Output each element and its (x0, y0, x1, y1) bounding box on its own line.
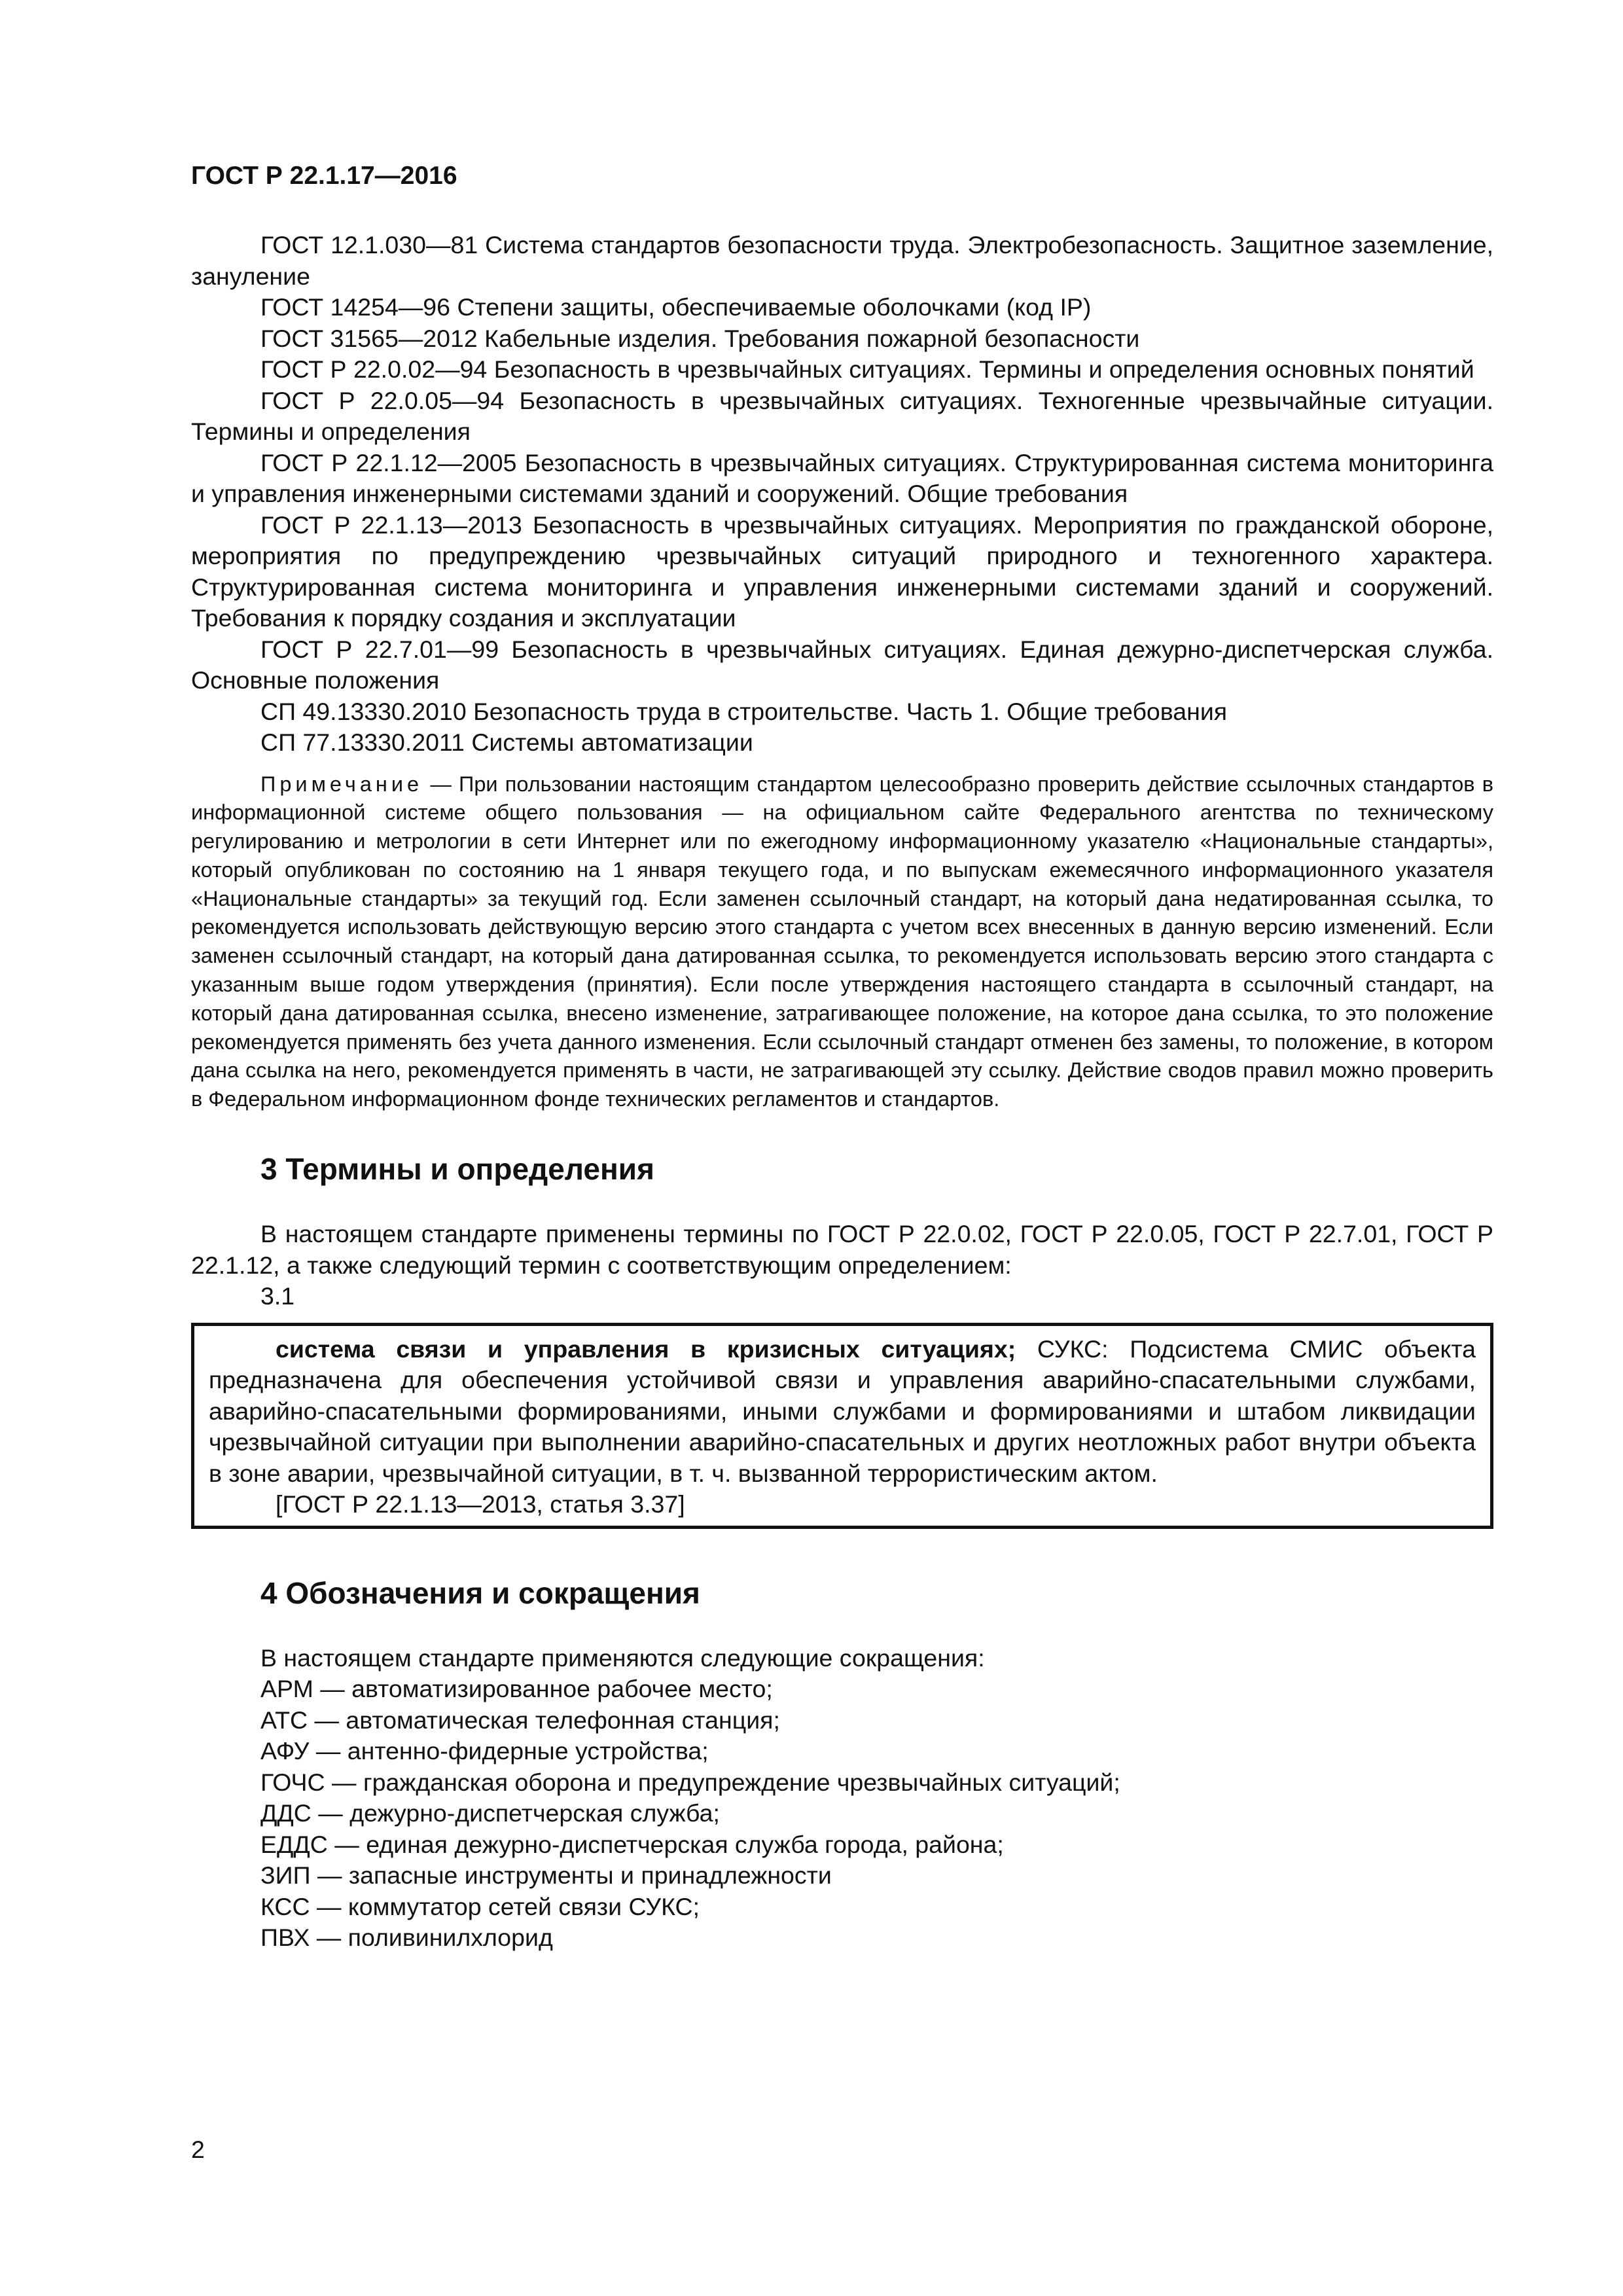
section-3-intro: В настоящем стандарте применены термины по ГОСТ Р 22.0.02, ГОСТ Р 22.0.05, ГОСТ Р 22.7.01, ГОСТ Р 22.1.12, а также следующий термин с соответствующим определением: (191, 1220, 1493, 1279)
abbreviation-item: ДДС — дежурно-диспетчерская служба; (260, 1799, 720, 1827)
reference-item: СП 77.13330.2011 Системы автоматизации (260, 728, 753, 756)
reference-item: ГОСТ Р 22.0.02—94 Безопасность в чрезвычайных ситуациях. Термины и определения основных понятий (260, 355, 1474, 383)
term-number: 3.1 (260, 1282, 295, 1310)
reference-item: ГОСТ 14254—96 Степени защиты, обеспечиваемые оболочками (код IP) (260, 293, 1092, 321)
abbreviations-list (191, 1643, 1493, 1954)
section-4-title: 4 Обозначения и сокращения (260, 1575, 700, 1610)
section-3-title: 3 Термины и определения (260, 1152, 654, 1187)
abbreviation-item: ЕДДС — единая дежурно-диспетчерская служба города, района; (260, 1830, 1004, 1858)
note-label: Примечание (260, 772, 423, 796)
note-text: — При пользовании настоящим стандартом целесообразно проверить действие ссылочных стандартов в информационной системе общего пользования — на официальном сайте Федерального агентства по техническому регулированию и метрологии в сети Интернет или по ежегодному информационному указателю «Национальные стандарты», который опубликован по состоянию на 1 января текущего года, и по выпускам ежемесячного информационного указателя «Национальные стандарты» за текущий год. Если заменен ссылочный стандарт, на который дана недатированная ссылка, то рекомендуется использовать действующую версию этого стандарта с учетом всех внесенных в данную версию изменений. Если заменен ссылочный стандарт, на который дана датированная ссылка, то рекомендуется использовать версию этого стандарта с указанным выше годом утверждения (принятия). Если после утверждения настоящего стандарта в ссылочный стандарт, на который дана датированная ссылка, внесено изменение, затрагивающее положение, на которое дана ссылка, то это положение рекомендуется применять без учета данного изменения. Если ссылочный стандарт отменен без замены, то положение, в котором дана ссылка на него, рекомендуется применять в части, не затрагивающей эту ссылку. Действие сводов правил можно проверить в Федеральном информационном фонде технических регламентов и стандартов. (191, 772, 1494, 1111)
document-page (191, 160, 1493, 1954)
reference-item: ГОСТ Р 22.1.12—2005 Безопасность в чрезвычайных ситуациях. Структурированная система мониторинга и управления инженерными системами зданий и сооружений. Общие требования (191, 448, 1493, 507)
definition-text: СУКС: Подсистема СМИС объекта предназначена для обеспечения устойчивой связи и управления аварийно-спасательными службами, аварийно-спасательными формированиями, иными службами и формированиями и штабом ликвидации чрезвычайной ситуации при выполнении аварийно-спасательных и других неотложных работ внутри объекта в зоне аварии, чрезвычайной ситуации, в т. ч. вызванной террористическим актом. (209, 1335, 1476, 1487)
term-source: [ГОСТ Р 22.1.13—2013, статья 3.37] (276, 1490, 685, 1518)
reference-item: ГОСТ Р 22.1.13—2013 Безопасность в чрезвычайных ситуациях. Мероприятия по гражданской обороне, мероприятия по предупреждению чрезвычайных ситуаций природного и техногенного характера. Структурированная система мониторинга и управления инженерными системами зданий и сооружений. Требования к порядку создания и эксплуатации (191, 511, 1493, 632)
abbreviation-item: ГОЧС — гражданская оборона и предупреждение чрезвычайных ситуаций; (260, 1768, 1120, 1796)
abbreviation-item: КСС — коммутатор сетей связи СУКС; (260, 1892, 700, 1920)
term-name: система связи и управления в кризисных ситуациях; (276, 1335, 1016, 1363)
term-definition-box (191, 1323, 1493, 1529)
abbreviation-item: АФУ — антенно-фидерные устройства; (260, 1737, 709, 1765)
normative-references (191, 230, 1493, 759)
abbreviation-item: ЗИП — запасные инструменты и принадлежности (260, 1861, 832, 1890)
document-header: ГОСТ Р 22.1.17—2016 (191, 162, 457, 190)
page-number: 2 (191, 2136, 205, 2163)
abbreviation-item: АТС — автоматическая телефонная станция; (260, 1706, 780, 1734)
abbreviation-item: ПВХ — поливинилхлорид (260, 1924, 553, 1952)
note-paragraph (191, 770, 1493, 1115)
reference-item: ГОСТ Р 22.7.01—99 Безопасность в чрезвычайных ситуациях. Единая дежурно-диспетчерская служба. Основные положения (191, 635, 1493, 694)
term-definition (209, 1334, 1476, 1490)
section-3-body (191, 1219, 1493, 1312)
reference-item: СП 49.13330.2010 Безопасность труда в строительстве. Часть 1. Общие требования (260, 697, 1228, 725)
abbreviations-intro: В настоящем стандарте применяются следующие сокращения: (260, 1643, 985, 1672)
reference-item: ГОСТ 31565—2012 Кабельные изделия. Требования пожарной безопасности (260, 324, 1140, 352)
reference-item: ГОСТ 12.1.030—81 Система стандартов безопасности труда. Электробезопасность. Защитное заземление, зануление (191, 231, 1493, 290)
reference-item: ГОСТ Р 22.0.05—94 Безопасность в чрезвычайных ситуациях. Техногенные чрезвычайные ситуации. Термины и определения (191, 386, 1493, 445)
abbreviation-item: АРМ — автоматизированное рабочее место; (260, 1675, 773, 1703)
